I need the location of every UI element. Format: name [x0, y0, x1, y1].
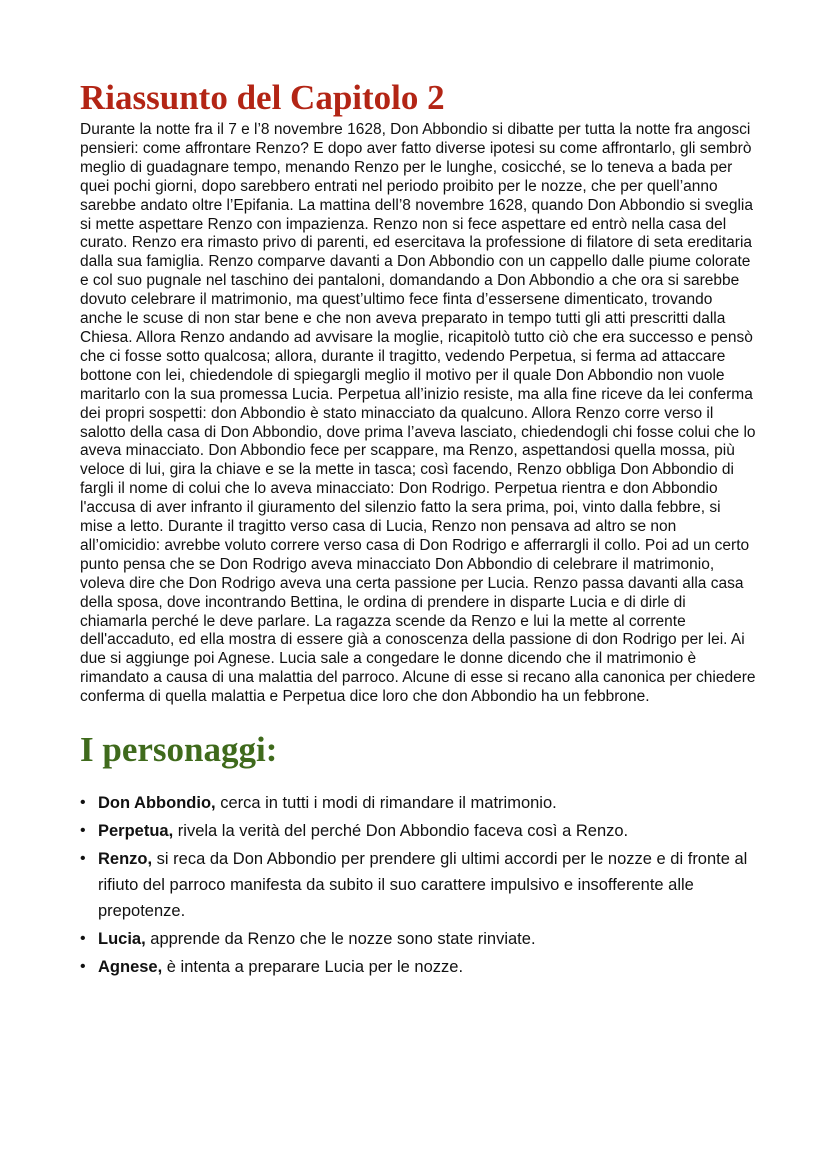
list-item: [80, 846, 756, 924]
document-page: [80, 78, 756, 982]
character-description: apprende da Renzo che le nozze sono state rinviate.: [145, 930, 536, 949]
character-description: si reca da Don Abbondio per prendere gli ultimi accordi per le nozze e di fronte al rifiuto del parroco manifesta da subito il suo carattere impulsivo e insofferente alle prepotenze.: [98, 850, 748, 921]
character-name: Lucia,: [98, 930, 146, 949]
list-item: [80, 926, 756, 952]
character-description: cerca in tutti i modi di rimandare il matrimonio.: [215, 794, 557, 813]
character-description: rivela la verità del perché Don Abbondio faceva così a Renzo.: [173, 822, 629, 841]
characters-list: [80, 790, 756, 980]
character-name: Renzo,: [98, 850, 153, 869]
characters-title: I personaggi:: [80, 730, 278, 770]
character-name: Perpetua,: [98, 822, 174, 841]
character-description: è intenta a preparare Lucia per le nozze.: [162, 958, 464, 977]
summary-title: Riassunto del Capitolo 2: [80, 78, 445, 117]
list-item: [80, 790, 756, 816]
character-name: Don Abbondio,: [98, 794, 216, 813]
character-name: Agnese,: [98, 958, 163, 977]
bullet-icon: •: [80, 794, 86, 812]
bullet-icon: •: [80, 958, 86, 976]
bullet-icon: •: [80, 822, 86, 840]
bullet-icon: •: [80, 930, 86, 948]
summary-paragraph: Durante la notte fra il 7 e l’8 novembre 1628, Don Abbondio si dibatte per tutta la notte fra angosci pensieri: come affrontare Renzo? E dopo aver fatto diverse ipotesi su come affrontarlo, gli sembrò meglio di guadagnare tempo, menando Renzo per le lunghe, cosicché, se lo teneva a bada per quei pochi giorni, dopo sarebbero entrati nel periodo proibito per le nozze, che per quell’anno sarebbe andato oltre l’Epifania. La mattina dell’8 novembre 1628, quando Don Abbondio si sveglia si mette aspettare Renzo con impazienza. Renzo non si fece aspettare ed entrò nella casa del curato. Renzo era rimasto privo di parenti, ed esercitava la professione di filatore di seta ereditaria dalla sua famiglia. Renzo comparve davanti a Don Abbondio con un cappello dalle piume colorate e col suo pugnale nel taschino dei pantaloni, domandando a Don Abbondio a che ora si sarebbe dovuto celebrare il matrimonio, ma quest’ultimo fece finta d’essersene dimenticato, trovando anche le scuse di non star bene e che non aveva preparato in tempo tutti gli atti prescritti dalla Chiesa. Allora Renzo andando ad avvisare la moglie, ricapitolò tutto ciò che era successo e pensò che ci fosse sotto qualcosa; allora, durante il tragitto, vedendo Perpetua, si ferma ad attaccare bottone con lei, chiedendole di spiegargli meglio il motivo per il quale Don Abbondio non vuole maritarlo con la sua promessa Lucia. Perpetua all’inizio resiste, ma alla fine riceve da lei conferma dei propri sospetti: don Abbondio è stato minacciato da qualcuno. Allora Renzo corre verso il salotto della casa di Don Abbondio, dove prima l’aveva lasciato, chiedendogli chi fosse colui che lo aveva minacciato. Don Abbondio fece per scappare, ma Renzo, aspettandosi quella mossa, più veloce di lui, gira la chiave e se la mette in tasca; così facendo, Renzo obbliga Don Abbondio di fargli il nome di colui che lo aveva minacciato: Don Rodrigo. Perpetua rientra e don Abbondio l'accusa di aver infranto il giuramento del silenzio fatto la sera prima, poi, vinto dalla febbre, si mise a letto. Durante il tragitto verso casa di Lucia, Renzo non pensava ad altro se non all’omicidio: avrebbe voluto correre verso casa di Don Rodrigo e afferrargli il collo. Poi ad un certo punto pensa che se Don Rodrigo aveva minacciato Don Abbondio di celebrare il matrimonio, voleva dire che Don Rodrigo aveva una certa passione per Lucia. Renzo passa davanti alla casa della sposa, dove incontrando Bettina, le ordina di prendere in disparte Lucia e di dirle di chiamarla perché le deve parlare. La ragazza scende da Renzo e lui la mette al corrente dell'accaduto, ed ella mostra di essere già a conoscenza della passione di don Rodrigo per lei. Ai due si aggiunge poi Agnese. Lucia sale a congedare le donne dicendo che il matrimonio è rimandato a causa di una malattia del parroco. Alcune di esse si recano alla canonica per chiedere conferma di quella malattia e Perpetua dice loro che don Abbondio ha un febbrone.: [80, 121, 756, 706]
list-item: [80, 818, 756, 844]
bullet-icon: •: [80, 850, 86, 868]
list-item: [80, 954, 756, 980]
